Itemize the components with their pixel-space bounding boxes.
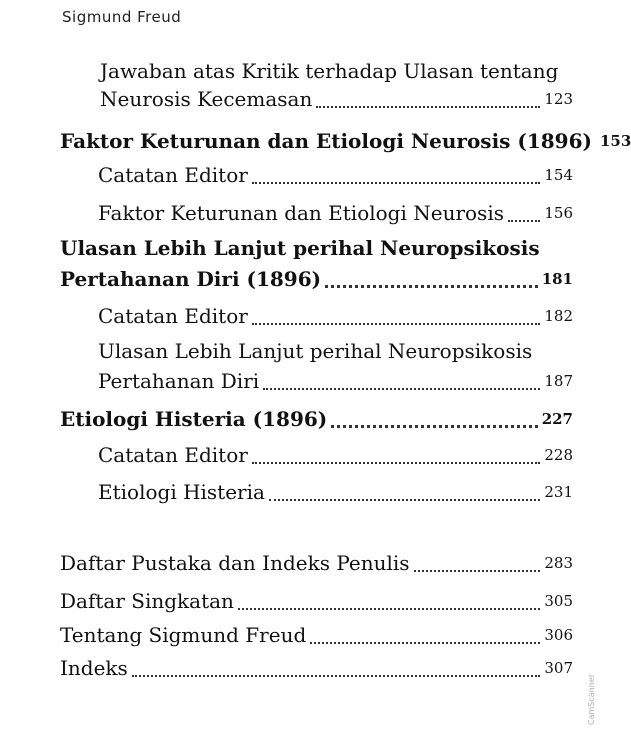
toc-entry-page: 231 [544,483,573,501]
toc-entry-title: Indeks [60,656,128,680]
leader-dots [252,461,541,464]
toc-entry-title: Pertahanan Diri (1896) [60,267,322,291]
toc-entry-line: Ulasan Lebih Lanjut perihal Neuropsikosis [60,236,540,260]
toc-entry-title: Daftar Pustaka dan Indeks Penulis [60,551,410,575]
toc-entry-page: 153 [599,132,631,150]
toc-entry [98,162,573,188]
toc-entry-title: Pertahanan Diri [98,369,260,393]
toc-entry [60,266,573,292]
toc-entry-title: Catatan Editor [98,163,248,187]
leader-dots [331,424,537,428]
toc-entry-page: 283 [544,554,573,572]
toc-entry [60,406,573,432]
toc-entry-page: 123 [544,90,573,108]
toc-entry-title: Faktor Keturunan dan Etiologi Neurosis [98,201,504,225]
leader-dots [316,105,540,108]
toc-entry-page: 228 [544,446,573,464]
toc-entry-page: 182 [544,307,573,325]
toc-entry [98,479,573,505]
leader-dots [263,387,540,390]
leader-dots [325,284,538,288]
toc-entry-title: Catatan Editor [98,443,248,467]
toc-entry-page: 154 [544,166,573,184]
toc-entry [60,622,573,648]
leader-dots [508,219,540,222]
scanner-watermark: CamScanner [587,673,596,725]
toc-entry-page: 306 [544,626,573,644]
toc-entry [100,86,573,112]
toc-entry [98,200,573,226]
leader-dots [252,322,541,325]
toc-entry-title: Etiologi Histeria (1896) [60,407,328,431]
toc-entry-line: Jawaban atas Kritik terhadap Ulasan tentang [100,59,559,83]
toc-entry-title: Neurosis Kecemasan [100,87,313,111]
leader-dots [238,607,540,610]
toc-entry [98,368,573,394]
toc-entry-page: 227 [541,410,573,428]
toc-entry-page: 307 [544,659,573,677]
running-header: Sigmund Freud [62,8,182,26]
toc-entry-page: 156 [544,204,573,222]
leader-dots [269,498,540,501]
toc-entry [98,442,573,468]
leader-dots [310,641,540,644]
leader-dots [252,181,541,184]
leader-dots [132,674,541,677]
toc-entry-title: Etiologi Histeria [98,480,265,504]
toc-entry-page: 181 [541,270,573,288]
toc-entry [98,303,573,329]
toc-entry-title: Daftar Singkatan [60,589,234,613]
toc-entry [60,128,631,154]
toc-entry-page: 305 [544,592,573,610]
toc-entry-title: Catatan Editor [98,304,248,328]
toc-entry [60,550,573,576]
toc-entry-line: Ulasan Lebih Lanjut perihal Neuropsikosis [98,339,533,363]
toc-entry-title: Tentang Sigmund Freud [60,623,307,647]
toc-entry [60,588,573,614]
toc-entry-page: 187 [544,372,573,390]
leader-dots [414,569,541,572]
toc-entry-title: Faktor Keturunan dan Etiologi Neurosis (1896) [60,129,592,153]
toc-entry [60,655,573,681]
